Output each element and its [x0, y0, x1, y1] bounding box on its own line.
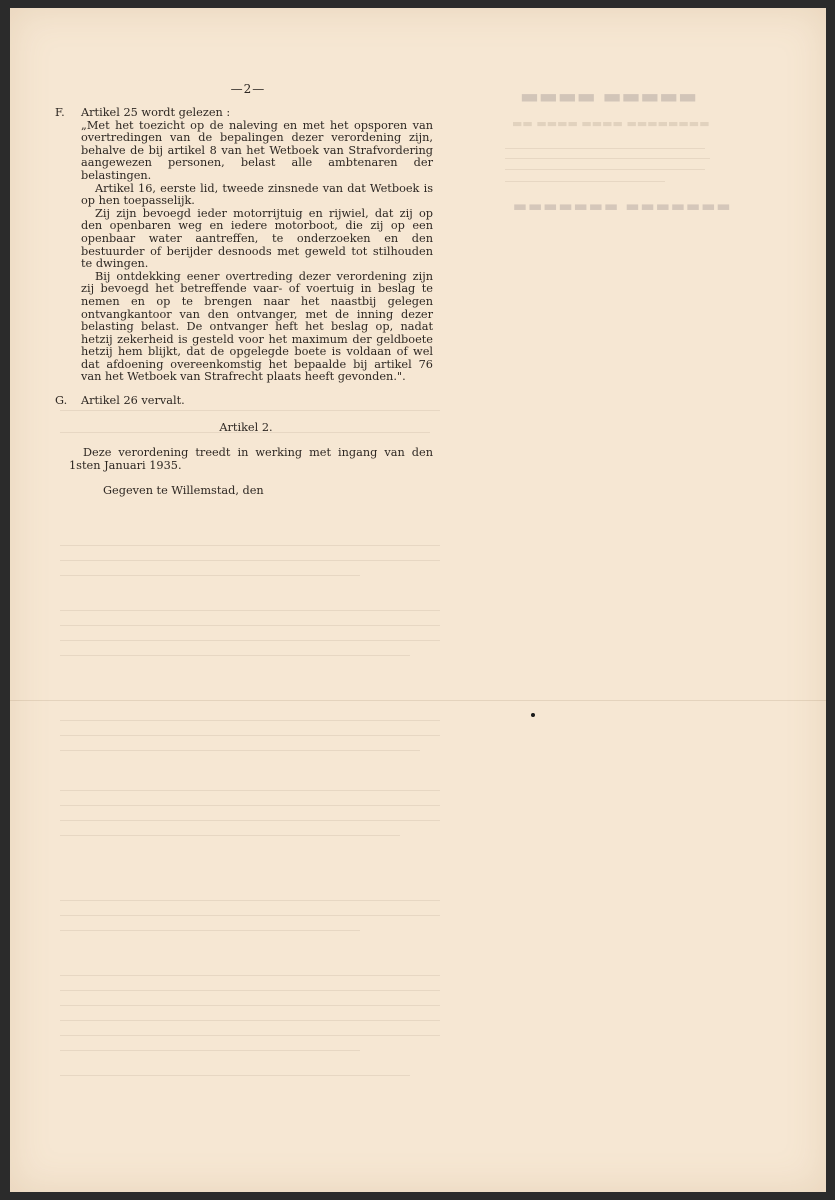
paper-fold-line: [10, 700, 826, 701]
given-at-line: Gegeven te Willemstad, den: [103, 484, 264, 497]
page-number: —2—: [230, 82, 266, 96]
bleed-through-line: [505, 169, 705, 170]
bleed-through-line: [60, 575, 360, 576]
article-heading: Artikel 2.: [219, 421, 273, 434]
bleed-through-line: [60, 610, 440, 611]
item-body: [81, 395, 433, 408]
amendment-item-g: [55, 395, 433, 408]
bleed-through-line: [60, 820, 440, 821]
bleed-through-line: [60, 975, 440, 976]
item-label: G.: [55, 394, 68, 407]
bleed-through-line: [505, 181, 665, 182]
item-paragraph: „Met het toezicht op de naleving en met het opsporen van overtredingen van de bepalingen dezer verordening zijn, behalve de bij artikel 8 van het Wetboek van Strafvordering aangewezen personen, belast alle ambtenaren der belastingen.: [81, 118, 433, 182]
article-text: Deze verordening treedt in werking met ingang van den 1sten Januari 1935.: [69, 446, 433, 472]
bleed-through-line: [60, 1020, 440, 1021]
bleed-through-mark: ▬▬▬▬▬▬▬ ▬▬▬▬▬▬▬: [512, 197, 731, 215]
item-label: F.: [55, 106, 65, 119]
bleed-through-line: [60, 915, 440, 916]
bleed-through-line: [60, 835, 400, 836]
item-paragraph: Artikel 16, eerste lid, tweede zinsnede van dat Wetboek is op hen toepasselijk.: [81, 181, 433, 208]
amendment-item-f: [55, 107, 433, 384]
bleed-through-mark: ▬▬▬▬▬▬▬▬ ▬▬▬▬ ▬▬▬▬ ▬▬: [512, 117, 710, 130]
bleed-through-line: [60, 990, 440, 991]
bleed-through-line: [60, 560, 440, 561]
bleed-through-line: [60, 1035, 440, 1036]
bleed-through-line: [60, 805, 440, 806]
bleed-through-line: [60, 1005, 440, 1006]
bleed-through-line: [60, 735, 440, 736]
bleed-through-line: [60, 1050, 360, 1051]
bleed-through-line: [60, 655, 410, 656]
bleed-through-line: [60, 1075, 410, 1076]
bleed-through-line: [60, 900, 440, 901]
item-paragraph: Artikel 25 wordt gelezen :: [81, 106, 231, 119]
item-paragraph: Bij ontdekking eener overtreding dezer verordening zijn zij bevoegd het betreffende vaar- of voertuig in beslag te nemen en op te brengen naar het naastbij gelegen ontvangkantoor van den ontvanger, met de inning dezer belasting belast. De ontvanger heft het beslag op, nadat hetzij zekerheid is gesteld voor het maximum der geldboete hetzij hem blijkt, dat de opgelegde boete is voldaan of wel dat afdoening overeenkomstig het bepaalde bij artikel 76 van het Wetboek van Strafrecht plaats heeft gevonden.".: [81, 269, 433, 384]
bleed-through-line: [60, 750, 420, 751]
bleed-through-mark: ▬▬▬▬▬ ▬▬▬▬: [520, 84, 698, 108]
bleed-through-line: [60, 930, 360, 931]
bleed-through-line: [60, 790, 440, 791]
bleed-through-line: [60, 410, 440, 411]
bleed-through-line: [60, 545, 440, 546]
item-paragraph: Zij zijn bevoegd ieder motorrijtuig en rijwiel, dat zij op den openbaren weg en iedere motorboot, die zij op een openbaar water aantreffen, te onderzoeken en den bestuurder of berijder desnoods met geweld tot stilhouden te dwingen.: [81, 206, 433, 271]
bleed-through-line: [505, 148, 705, 149]
bleed-through-line: [60, 720, 440, 721]
bleed-through-line: [60, 625, 440, 626]
bleed-through-line: [60, 640, 440, 641]
item-paragraph: Artikel 26 vervalt.: [81, 394, 185, 407]
item-body: [81, 107, 433, 384]
bleed-through-line: [505, 158, 710, 159]
ink-speck: [531, 713, 535, 717]
